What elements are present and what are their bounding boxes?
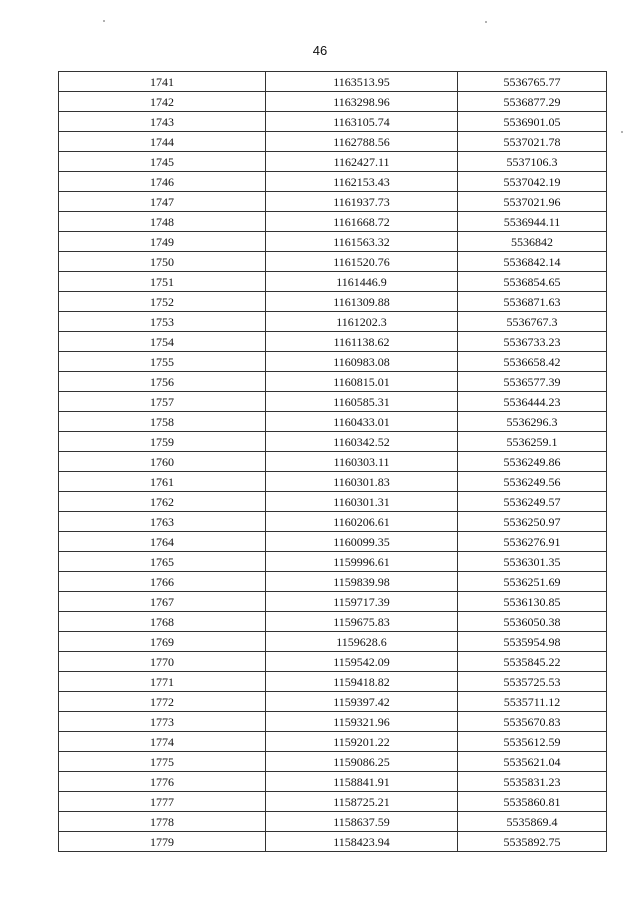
x-coordinate-cell: 1159717.39 [266, 592, 458, 612]
point-number-cell: 1771 [59, 672, 266, 692]
point-number-cell: 1763 [59, 512, 266, 532]
point-number-cell: 1779 [59, 832, 266, 852]
table-row [59, 772, 607, 792]
table-row [59, 192, 607, 212]
x-coordinate-cell: 1161446.9 [266, 272, 458, 292]
y-coordinate-cell: 5537021.78 [458, 132, 607, 152]
point-number-cell: 1756 [59, 372, 266, 392]
x-coordinate-cell: 1159086.25 [266, 752, 458, 772]
point-number-cell: 1762 [59, 492, 266, 512]
x-coordinate-cell: 1163513.95 [266, 72, 458, 92]
x-coordinate-cell: 1162153.43 [266, 172, 458, 192]
table-row [59, 212, 607, 232]
x-coordinate-cell: 1159628.6 [266, 632, 458, 652]
table-row [59, 452, 607, 472]
x-coordinate-cell: 1161563.32 [266, 232, 458, 252]
y-coordinate-cell: 5535892.75 [458, 832, 607, 852]
point-number-cell: 1776 [59, 772, 266, 792]
table-row [59, 292, 607, 312]
x-coordinate-cell: 1159321.96 [266, 712, 458, 732]
point-number-cell: 1747 [59, 192, 266, 212]
point-number-cell: 1755 [59, 352, 266, 372]
point-number-cell: 1745 [59, 152, 266, 172]
point-number-cell: 1768 [59, 612, 266, 632]
y-coordinate-cell: 5535954.98 [458, 632, 607, 652]
table-row [59, 572, 607, 592]
table-row [59, 312, 607, 332]
table-row [59, 92, 607, 112]
coordinates-table [58, 71, 607, 852]
y-coordinate-cell: 5535612.59 [458, 732, 607, 752]
table-row [59, 172, 607, 192]
table-row [59, 72, 607, 92]
x-coordinate-cell: 1161668.72 [266, 212, 458, 232]
page-number: 46 [312, 43, 328, 58]
y-coordinate-cell: 5536658.42 [458, 352, 607, 372]
x-coordinate-cell: 1163298.96 [266, 92, 458, 112]
table-row [59, 552, 607, 572]
y-coordinate-cell: 5536050.38 [458, 612, 607, 632]
point-number-cell: 1743 [59, 112, 266, 132]
point-number-cell: 1751 [59, 272, 266, 292]
table-row [59, 752, 607, 772]
x-coordinate-cell: 1159675.83 [266, 612, 458, 632]
x-coordinate-cell: 1160206.61 [266, 512, 458, 532]
y-coordinate-cell: 5536765.77 [458, 72, 607, 92]
point-number-cell: 1758 [59, 412, 266, 432]
x-coordinate-cell: 1160433.01 [266, 412, 458, 432]
point-number-cell: 1772 [59, 692, 266, 712]
table-row [59, 712, 607, 732]
y-coordinate-cell: 5537021.96 [458, 192, 607, 212]
y-coordinate-cell: 5536854.65 [458, 272, 607, 292]
table-row [59, 652, 607, 672]
x-coordinate-cell: 1159542.09 [266, 652, 458, 672]
x-coordinate-cell: 1161138.62 [266, 332, 458, 352]
x-coordinate-cell: 1160983.08 [266, 352, 458, 372]
y-coordinate-cell: 5536250.97 [458, 512, 607, 532]
y-coordinate-cell: 5535670.83 [458, 712, 607, 732]
point-number-cell: 1741 [59, 72, 266, 92]
x-coordinate-cell: 1161520.76 [266, 252, 458, 272]
y-coordinate-cell: 5536249.57 [458, 492, 607, 512]
table-row [59, 832, 607, 852]
point-number-cell: 1744 [59, 132, 266, 152]
y-coordinate-cell: 5536901.05 [458, 112, 607, 132]
table-row [59, 272, 607, 292]
x-coordinate-cell: 1162788.56 [266, 132, 458, 152]
point-number-cell: 1757 [59, 392, 266, 412]
y-coordinate-cell: 5535860.81 [458, 792, 607, 812]
point-number-cell: 1777 [59, 792, 266, 812]
scan-speck [621, 131, 623, 133]
x-coordinate-cell: 1160585.31 [266, 392, 458, 412]
y-coordinate-cell: 5535845.22 [458, 652, 607, 672]
y-coordinate-cell: 5536842.14 [458, 252, 607, 272]
table-row [59, 352, 607, 372]
y-coordinate-cell: 5536249.86 [458, 452, 607, 472]
x-coordinate-cell: 1161937.73 [266, 192, 458, 212]
x-coordinate-cell: 1159839.98 [266, 572, 458, 592]
table-row [59, 232, 607, 252]
y-coordinate-cell: 5535831.23 [458, 772, 607, 792]
table-row [59, 432, 607, 452]
x-coordinate-cell: 1160815.01 [266, 372, 458, 392]
point-number-cell: 1750 [59, 252, 266, 272]
scan-speck [103, 20, 105, 22]
x-coordinate-cell: 1159418.82 [266, 672, 458, 692]
table-row [59, 132, 607, 152]
y-coordinate-cell: 5536877.29 [458, 92, 607, 112]
table-row [59, 792, 607, 812]
x-coordinate-cell: 1159397.42 [266, 692, 458, 712]
table-row [59, 392, 607, 412]
table-row [59, 472, 607, 492]
table-row [59, 592, 607, 612]
point-number-cell: 1767 [59, 592, 266, 612]
point-number-cell: 1753 [59, 312, 266, 332]
table-row [59, 532, 607, 552]
point-number-cell: 1775 [59, 752, 266, 772]
y-coordinate-cell: 5536249.56 [458, 472, 607, 492]
table-row [59, 612, 607, 632]
table-row [59, 732, 607, 752]
x-coordinate-cell: 1158637.59 [266, 812, 458, 832]
y-coordinate-cell: 5536276.91 [458, 532, 607, 552]
y-coordinate-cell: 5536444.23 [458, 392, 607, 412]
table-row [59, 672, 607, 692]
x-coordinate-cell: 1160301.83 [266, 472, 458, 492]
x-coordinate-cell: 1159201.22 [266, 732, 458, 752]
y-coordinate-cell: 5536259.1 [458, 432, 607, 452]
table-row [59, 512, 607, 532]
point-number-cell: 1778 [59, 812, 266, 832]
y-coordinate-cell: 5536733.23 [458, 332, 607, 352]
y-coordinate-cell: 5536577.39 [458, 372, 607, 392]
point-number-cell: 1748 [59, 212, 266, 232]
x-coordinate-cell: 1162427.11 [266, 152, 458, 172]
table-row [59, 112, 607, 132]
point-number-cell: 1773 [59, 712, 266, 732]
y-coordinate-cell: 5537106.3 [458, 152, 607, 172]
y-coordinate-cell: 5536130.85 [458, 592, 607, 612]
y-coordinate-cell: 5535725.53 [458, 672, 607, 692]
table-row [59, 372, 607, 392]
x-coordinate-cell: 1160303.11 [266, 452, 458, 472]
table-row [59, 632, 607, 652]
point-number-cell: 1754 [59, 332, 266, 352]
x-coordinate-cell: 1161202.3 [266, 312, 458, 332]
table-row [59, 492, 607, 512]
y-coordinate-cell: 5536944.11 [458, 212, 607, 232]
x-coordinate-cell: 1159996.61 [266, 552, 458, 572]
point-number-cell: 1774 [59, 732, 266, 752]
y-coordinate-cell: 5535869.4 [458, 812, 607, 832]
table-row [59, 692, 607, 712]
y-coordinate-cell: 5537042.19 [458, 172, 607, 192]
x-coordinate-cell: 1160301.31 [266, 492, 458, 512]
y-coordinate-cell: 5536251.69 [458, 572, 607, 592]
point-number-cell: 1749 [59, 232, 266, 252]
x-coordinate-cell: 1158423.94 [266, 832, 458, 852]
table-row [59, 412, 607, 432]
table-row [59, 152, 607, 172]
point-number-cell: 1746 [59, 172, 266, 192]
point-number-cell: 1752 [59, 292, 266, 312]
coordinates-table-body [59, 72, 607, 852]
y-coordinate-cell: 5536871.63 [458, 292, 607, 312]
x-coordinate-cell: 1160099.35 [266, 532, 458, 552]
point-number-cell: 1760 [59, 452, 266, 472]
x-coordinate-cell: 1160342.52 [266, 432, 458, 452]
point-number-cell: 1769 [59, 632, 266, 652]
point-number-cell: 1764 [59, 532, 266, 552]
point-number-cell: 1761 [59, 472, 266, 492]
y-coordinate-cell: 5535621.04 [458, 752, 607, 772]
x-coordinate-cell: 1158841.91 [266, 772, 458, 792]
x-coordinate-cell: 1158725.21 [266, 792, 458, 812]
y-coordinate-cell: 5535711.12 [458, 692, 607, 712]
table-row [59, 332, 607, 352]
point-number-cell: 1765 [59, 552, 266, 572]
point-number-cell: 1766 [59, 572, 266, 592]
point-number-cell: 1770 [59, 652, 266, 672]
scan-speck [485, 21, 487, 23]
point-number-cell: 1759 [59, 432, 266, 452]
y-coordinate-cell: 5536767.3 [458, 312, 607, 332]
table-row [59, 812, 607, 832]
table-row [59, 252, 607, 272]
y-coordinate-cell: 5536296.3 [458, 412, 607, 432]
x-coordinate-cell: 1163105.74 [266, 112, 458, 132]
y-coordinate-cell: 5536301.35 [458, 552, 607, 572]
x-coordinate-cell: 1161309.88 [266, 292, 458, 312]
point-number-cell: 1742 [59, 92, 266, 112]
y-coordinate-cell: 5536842 [458, 232, 607, 252]
